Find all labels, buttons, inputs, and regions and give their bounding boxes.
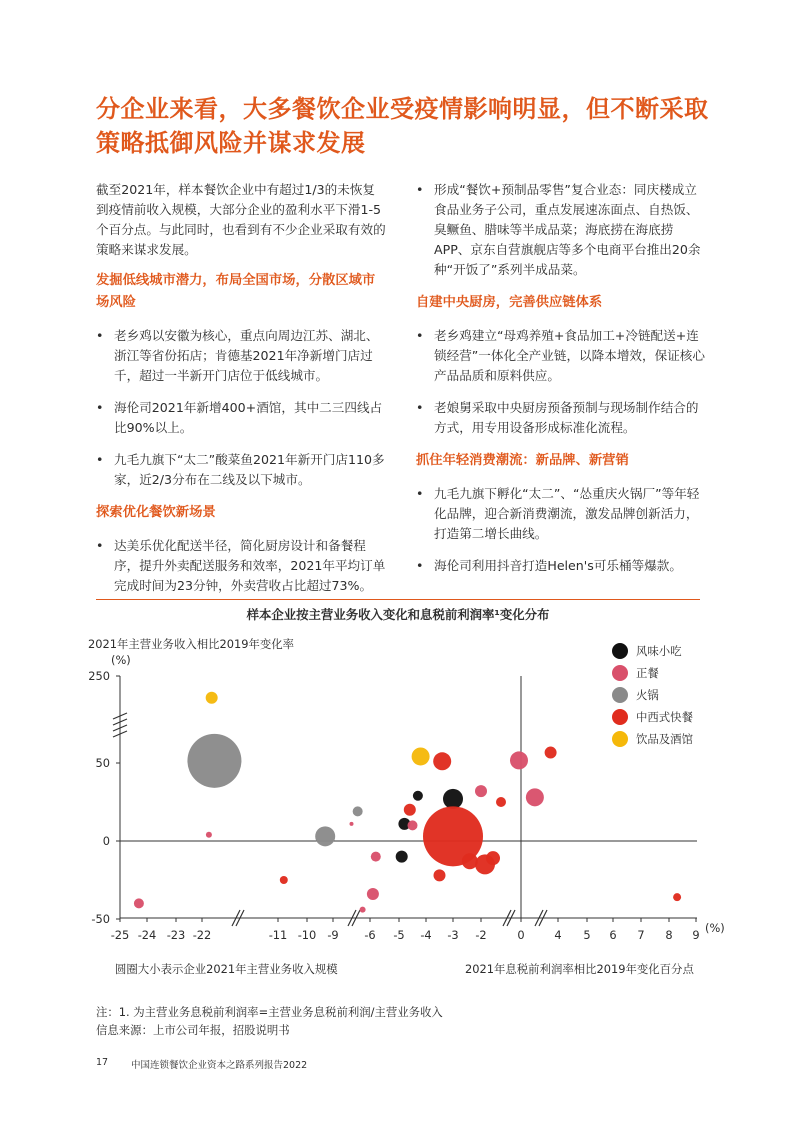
legend-swatch [612, 709, 628, 725]
legend-swatch [612, 687, 628, 703]
page-footer: 中国连锁餐饮企业资本之路系列报告2022 [131, 1060, 308, 1071]
legend-item [612, 706, 693, 728]
bubble-point [486, 851, 500, 865]
x-tick-label: 8 [665, 928, 673, 942]
x-tick-label: -22 [192, 928, 212, 942]
x-tick-label: 0 [517, 928, 525, 942]
x-tick-label: -11 [268, 928, 288, 942]
section-heading-low-tier-cities: 发掘低线城市潜力，布局全国市场，分散区域市场风险 [96, 273, 376, 310]
bubble-point [367, 888, 379, 900]
bubble-point [433, 752, 451, 770]
bubble-point [134, 898, 144, 908]
bullet-item: • 老娘舅采取中央厨房预备预制与现场制作结合的方式，用专用设备形成标准化流程。 [416, 398, 706, 438]
legend-item [612, 728, 693, 750]
bubble-point [434, 869, 446, 881]
bubble-point [412, 747, 430, 765]
bubble-point [413, 791, 423, 801]
page-number: 17 [96, 1057, 109, 1068]
bullet-item: • 老乡鸡以安徽为核心，重点向周边江苏、湖北、浙江等省份拓店；肯德基2021年净新增门店过千，超过一半新开门店位于低线城市。 [96, 326, 386, 386]
bubble-size-note: 圆圈大小表示企业2021年主营业务收入规模 [115, 962, 338, 976]
page-title: 分企业来看，大多餐饮企业受疫情影响明显，但不断采取策略抵御风险并谋求发展 [96, 95, 709, 157]
y-axis-unit: (%) [111, 653, 131, 667]
x-tick-label: 4 [554, 928, 562, 942]
y-axis-label: 2021年主营业务收入相比2019年变化率 [88, 637, 295, 651]
bubble-point [404, 804, 416, 816]
intro-paragraph: 截至2021年，样本餐饮企业中有超过1/3的未恢复到疫情前收入规模，大部分企业的盈利水平下滑1-5个百分点。与此同时，也看到有不少企业采取有效的策略来谋求发展。 [96, 182, 386, 257]
x-axis-label: 2021年息税前利润率相比2019年变化百分点 [465, 962, 694, 976]
x-tick-label: 5 [583, 928, 591, 942]
bubble-point [206, 832, 212, 838]
bubble-point [673, 893, 681, 901]
y-tick-label: 0 [102, 834, 110, 848]
bullet-item: • 九毛九旗下“太二”酸菜鱼2021年新开门店110多家，近2/3分布在二线及以下城市。 [96, 450, 386, 490]
chart-title: 样本企业按主营业务收入变化和息税前利润率¹变化分布 [246, 607, 550, 622]
x-tick-label: -2 [475, 928, 487, 942]
legend-item [612, 662, 693, 684]
footnote-source: 信息来源：上市公司年报，招股说明书 [96, 1023, 290, 1037]
bullet-item: • 九毛九旗下孵化“太二”、“怂重庆火锅厂”等年轻化品牌，迎合新消费潮流，激发品牌创新活力，打造第二增长曲线。 [416, 484, 706, 544]
bubble-point [443, 789, 463, 809]
bullet-item: • 老乡鸡建立“母鸡养殖+食品加工+冷链配送+连锁经营”一体化全产业链，以降本增效，保证核心产品品质和原料供应。 [416, 326, 706, 386]
bubble-point [353, 806, 363, 816]
x-tick-label: -5 [393, 928, 405, 942]
legend-swatch [612, 643, 628, 659]
x-tick-label: -3 [447, 928, 459, 942]
footnotes [96, 1003, 443, 1039]
footnote-definition: 注：1. 为主营业务息税前利润率=主营业务息税前利润/主营业务收入 [96, 1005, 443, 1019]
bubble-point [496, 797, 506, 807]
x-tick-label: -4 [420, 928, 432, 942]
bubble-point [408, 820, 418, 830]
bullet-item: • 海伦司2021年新增400+酒馆，其中二三四线占比90%以上。 [96, 398, 386, 438]
x-tick-label: -9 [327, 928, 339, 942]
x-tick-label: 7 [637, 928, 645, 942]
legend-label: 风味小吃 [636, 644, 682, 658]
chart-legend [612, 640, 693, 750]
bubble-point [187, 734, 241, 788]
bubble-point [360, 907, 366, 913]
y-tick-label: -50 [91, 912, 110, 926]
x-tick-label: -25 [110, 928, 130, 942]
legend-swatch [612, 665, 628, 681]
bullet-item: • 达美乐优化配送半径，简化厨房设计和备餐程序，提升外卖配送服务和效率，2021年平均订单完成时间为23分钟，外卖营收占比超过73%。 [96, 536, 386, 596]
y-tick-label: 250 [88, 669, 110, 683]
x-tick-label: -10 [297, 928, 317, 942]
bubble-point [315, 826, 335, 846]
bubble-point [510, 751, 528, 769]
legend-label: 中西式快餐 [636, 710, 693, 724]
legend-label: 正餐 [636, 666, 659, 680]
bubble-point [475, 785, 487, 797]
legend-item [612, 684, 693, 706]
section-heading-young-trends: 抓住年轻消费潮流：新品牌、新营销 [416, 453, 629, 468]
section-heading-new-scenarios: 探索优化餐饮新场景 [96, 505, 216, 520]
bubble-point [526, 788, 544, 806]
x-tick-label: 6 [609, 928, 617, 942]
legend-label: 饮品及酒馆 [636, 732, 693, 746]
bubble-point [350, 822, 354, 826]
bubble-point [545, 747, 557, 759]
bubble-point [206, 692, 218, 704]
x-axis-unit: (%) [705, 921, 725, 935]
bubble-point [371, 852, 381, 862]
bubble-point [280, 876, 288, 884]
bullet-item: • 形成“餐饮+预制品零售”复合业态：同庆楼成立食品业务子公司，重点发展速冻面点、自热饭、臭鳜鱼、腊味等半成品菜；海底捞在海底捞APP、京东自营旗舰店等多个电商平台推出20余种“开饭了”系列半成品菜。 [416, 180, 706, 280]
section-heading-central-kitchen: 自建中央厨房，完善供应链体系 [416, 295, 603, 310]
x-tick-label: -24 [137, 928, 157, 942]
x-tick-label: -6 [364, 928, 376, 942]
legend-swatch [612, 731, 628, 747]
bullet-item: • 海伦司利用抖音打造Helen's可乐桶等爆款。 [416, 556, 706, 576]
x-tick-label: 9 [692, 928, 700, 942]
legend-label: 火锅 [636, 688, 659, 702]
legend-item [612, 640, 693, 662]
y-tick-label: 50 [95, 756, 110, 770]
bubble-point [396, 851, 408, 863]
bubble-point [462, 853, 478, 869]
x-tick-label: -23 [166, 928, 186, 942]
